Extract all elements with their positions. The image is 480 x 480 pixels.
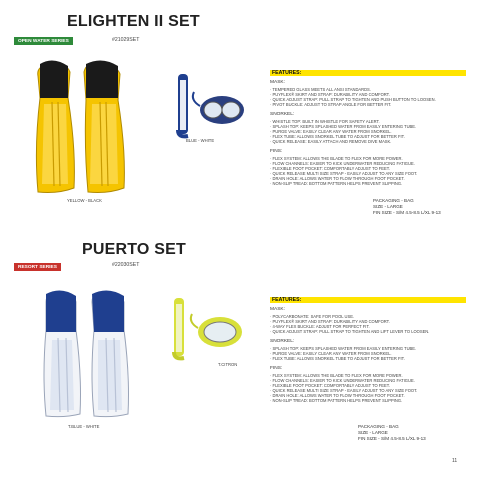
list-item: · PIVOT BUCKLE: ADJUST TO STRAP ANGLE FOR BETTER FIT. — [270, 102, 392, 107]
list-item: · DRAIN HOLE: ALLOWS WATER TO FLOW THROUGH FOOT POCKET. — [270, 393, 405, 398]
list-item: · PUYFLEX® SKIRT AND STRAP: DURABILITY AND COMFORT. — [270, 319, 390, 324]
set1-packaging: PACKAGING - BAG — [373, 198, 414, 203]
list-item: · PURGE VALVE: EASILY CLEAR ANY WATER FROM SNORKEL. — [270, 129, 392, 134]
set2-series-badge: RESORT SERIES — [14, 263, 61, 271]
list-item: · POLYCARBONATE: SAFE FOR POOL USE. — [270, 314, 355, 319]
list-item: · QUICK ADJUST STRAP: PULL STRAP TO TIGHTEN AND PUSH BUTTON TO LOOSEN. — [270, 97, 436, 102]
list-item: · FLOW CHANNELS: EASIER TO KICK UNDERWATER REDUCING FATIGUE. — [270, 378, 415, 383]
set1-fin-size: FIN SIZE - S/M 4.5-8.5 L/XL 9-13 — [373, 210, 441, 215]
list-item: · FLEX SYSTEM: ALLOWS THE BLADE TO FLEX FOR MORE POWER. — [270, 373, 403, 378]
list-item: · FLEX TUBE: ALLOWS SNORKEL TUBE TO ADJUST FOR BETTER FIT. — [270, 356, 405, 361]
list-item: · PUYFLEX® SKIRT AND STRAP: DURABILITY AND COMFORT. — [270, 92, 390, 97]
list-item: · FLEXIBLE FOOT POCKET: COMFORTABLY ADJUST TO FEET. — [270, 383, 390, 388]
list-item: · SPLASH TOP: KEEPS SPLASHED WATER FROM EASILY ENTERING TUBE. — [270, 124, 417, 129]
list-item: · QUICK RELEASE MULTI SIZE STRAP - EASILY ADJUST TO ANY SIZE FOOT. — [270, 171, 418, 176]
list-item: · FLOW CHANNELS: EASIER TO KICK UNDERWATER REDUCING FATIGUE. — [270, 161, 415, 166]
set2-packaging: PACKAGING - BAG — [358, 424, 399, 429]
list-item: · FLEXIBLE FOOT POCKET: COMFORTABLY ADJUST TO FEET. — [270, 166, 390, 171]
set2-mask-list — [270, 314, 466, 334]
set2-fins-list — [270, 373, 466, 403]
page-number: 11 — [452, 458, 458, 464]
list-item: · QUICK ADJUST STRAP: PULL STRAP TO TIGHTEN AND LIFT LEVER TO LOOSEN. — [270, 329, 430, 334]
set2-features — [270, 297, 466, 403]
list-item: · FLEX SYSTEM: ALLOWS THE BLADE TO FLEX FOR MORE POWER. — [270, 156, 403, 161]
list-item: · QUICK RELEASE: EASILY ATTACH AND REMOVE DIVE MASK. — [270, 139, 392, 144]
list-item: · DRAIN HOLE: ALLOWS WATER TO FLOW THROUGH FOOT POCKET. — [270, 176, 405, 181]
list-item: · SPLASH TOP: KEEPS SPLASHED WATER FROM EASILY ENTERING TUBE. — [270, 346, 417, 351]
set1-fins-image — [28, 58, 132, 198]
set1-fins-list — [270, 156, 466, 186]
list-item: · FLEX TUBE: ALLOWS SNORKEL TUBE TO ADJUST FOR BETTER FIT. — [270, 134, 405, 139]
set2-fins-caption: T.BLUE - WHITE — [68, 424, 100, 429]
set1-mask-snorkel-image — [172, 70, 252, 140]
set2-fin-size: FIN SIZE - S/M 4.5-8.5 L/XL 9-13 — [358, 436, 426, 441]
set2-fins-image — [36, 290, 136, 420]
set1-packaging-info — [373, 198, 441, 216]
set1-product-code: #21029SET — [112, 37, 140, 43]
list-item: · WHISTLE TOP: BUILT IN WHISTLE FOR SAFETY ALERT. — [270, 119, 380, 124]
list-item: · PURGE VALVE: EASILY CLEAR ANY WATER FROM SNORKEL. — [270, 351, 392, 356]
set2-snorkel-list — [270, 346, 466, 361]
list-item: · NON-SLIP TREAD: BOTTOM PATTERN HELPS PREVENT SLIPPING. — [270, 398, 403, 403]
set1-features-header: FEATURES: — [270, 70, 466, 76]
list-item: · QUICK RELEASE MULTI SIZE STRAP - EASILY ADJUST TO ANY SIZE FOOT. — [270, 388, 418, 393]
set2-product-code: #22030SET — [112, 262, 140, 268]
set1-kit-caption: BLUE - WHITE — [186, 138, 215, 143]
set1-mask-title: MASK: — [270, 80, 285, 85]
set2-title: PUERTO SET — [82, 241, 186, 258]
set2-mask-snorkel-image — [170, 294, 250, 364]
set2-size: SIZE - LARGE — [358, 430, 388, 435]
set1-mask-list — [270, 87, 466, 107]
set1-title: ELIGHTEN II SET — [67, 13, 200, 30]
list-item: · TEMPERED GLASS MEETS ALL ANSI STANDARDS. — [270, 87, 371, 92]
set2-snorkel-title: SNORKEL: — [270, 339, 295, 344]
set2-kit-caption: T.CITRON — [218, 362, 238, 367]
set2-features-header: FEATURES: — [270, 297, 466, 303]
set2-fins-title: FINS: — [270, 366, 283, 371]
set1-series-badge: OPEN WATER SERIES — [14, 37, 73, 45]
set1-size: SIZE - LARGE — [373, 204, 403, 209]
set1-fins-caption: YELLOW - BLACK — [67, 198, 102, 203]
set2-packaging-info — [358, 424, 426, 442]
set1-snorkel-title: SNORKEL: — [270, 112, 295, 117]
list-item: · NON-SLIP TREAD: BOTTOM PATTERN HELPS PREVENT SLIPPING. — [270, 181, 403, 186]
set2-mask-title: MASK: — [270, 307, 285, 312]
set1-fins-title: FINS: — [270, 149, 283, 154]
set1-snorkel-list — [270, 119, 466, 144]
list-item: · 4-WAY FLEX BUCKLE: ADJUST FOR PERFECT FIT. — [270, 324, 370, 329]
set1-features — [270, 70, 466, 186]
